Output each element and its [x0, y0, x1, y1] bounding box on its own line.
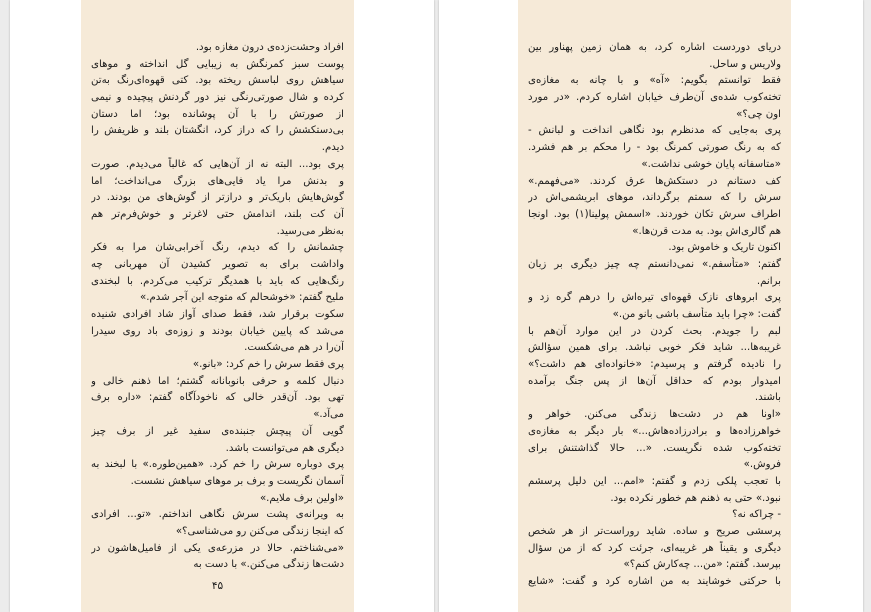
text-line: با حرکتی خوشایند به من اشاره کرد و گفت: «شایع — [528, 576, 781, 587]
page-number: ۴۵ — [211, 580, 224, 592]
text-line: گویی آن پیچش جنبنده‌ی سفید غیر از برف چیز — [91, 425, 344, 437]
text-line: فقط توانستم بگویم: «آه» و با چانه به مغازه‌ی — [528, 75, 781, 87]
text-line: کرده و شال صورتی‌رنگی نیز دور گردنش پیچیده و نیمی — [91, 92, 344, 104]
left-sheet — [10, 0, 434, 612]
text-line: برانم. — [756, 275, 781, 287]
text-line: را نادیده گرفتم و پرسیدم: «خانواده‌ای هم داشت؟» — [528, 359, 781, 371]
text-line: آن‌را در هم می‌شکست. — [244, 342, 344, 354]
text-line: اطراف سرش تکان خوردند. «اسمش پولینا(۱) بود. اونجا — [528, 208, 781, 220]
text-line: اکنون تاریک و خاموش بود. — [668, 242, 781, 254]
text-line: اون چی؟» — [736, 108, 781, 120]
text-line: کف دستانم در دستکش‌ها عرق کردند. «می‌فهمم.» — [528, 175, 781, 187]
text-line: سیاهش روی لباسش ریخته بود. کتی قهوه‌ای‌رنگ به‌تن — [91, 75, 344, 87]
text-line: سرش را که سمتم برگرداند، موهای ابریشمی‌اش در — [528, 192, 781, 204]
text-line: از صورتش را با آن پوشانده بود؛ اما دستان — [91, 108, 344, 120]
text-line: می‌شد که پایین خیابان بودند و زوزه‌ی باد روی سیدرا — [91, 325, 344, 337]
text-line: دنبال کلمه و حرفی بانوبانانه گشتم؛ اما ذهنم خالی و — [91, 375, 344, 387]
left-page-text — [91, 40, 344, 574]
text-line: گفت: «چرا باید متأسف باشی بانو من.» — [612, 309, 781, 320]
text-line: دیدم. — [321, 142, 344, 154]
text-line: رنگ‌هایی که باید با همدیگر ترکیب می‌کردم. با لبخندی — [91, 275, 344, 287]
text-line: واداشت برای به تصویر کشیدن آن مهربانی چه — [91, 258, 344, 270]
text-line: «اولین برف ملایم.» — [259, 492, 344, 504]
text-line: - چراکه نه؟ — [732, 509, 781, 521]
right-page-text — [528, 40, 781, 591]
text-line: آن کت بلند، اندامش حتی لاغرتر و خوش‌فرم‌تر هم — [91, 208, 344, 220]
left-page[interactable] — [81, 0, 354, 612]
text-line: امیدوار بودم که حداقل آن‌ها از پس جنگ برآمده — [528, 375, 781, 387]
text-line: غریبه‌ها... شاید فکر خوبی نباشد. برای همین سؤالش — [528, 342, 781, 354]
text-line: پری بود... البته نه از آن‌هایی که غالباً می‌دیدم. صورت — [91, 158, 344, 170]
text-line: بپرسد. گفتم: «من... چه‌کارش کنم؟» — [623, 559, 781, 571]
text-line: و بدنش مرا یاد فایی‌های بزرگ می‌انداخت؛ اما — [91, 175, 344, 187]
text-line: تخته‌کوب شده‌ی آن‌طرف خیابان اشاره کردم. «در مورد — [528, 92, 781, 104]
text-line: بی‌دستکشش را که دراز کرد، انگشتان بلند و ظریفش را — [91, 125, 344, 137]
text-line: لبم را جویدم. بحث کردن در این موارد آن‌هم با — [528, 325, 781, 337]
text-line: چشمانش را که دیدم، رنگ آخرابی‌شان مرا به فکر — [91, 242, 344, 254]
text-line: پری به‌جایی که مدنظرم بود نگاهی انداخت و لبانش - — [528, 125, 781, 137]
text-line: پوست سبز کمرنگش به زیبایی گل انداخته و موهای — [91, 58, 344, 70]
text-line: تهی بود. آن‌قدر خالی که ناخودآگاه گفتم: «داره برف — [91, 392, 344, 404]
text-line: که اینجا زندگی می‌کنن رو می‌شناسی؟» — [175, 525, 344, 537]
text-line: ملیح گفتم: «خوشحالم که متوجه این آجر شدم.» — [139, 292, 344, 304]
text-line: خواهرزاده‌ها و برادرزاده‌هاش...» بار دیگر به مغازه‌ی — [528, 425, 781, 437]
text-line: افراد وحشت‌زده‌ی درون مغازه بود. — [195, 42, 344, 53]
text-line: پری دوباره سرش را خم کرد. «همین‌طوره.» با لبخند به — [91, 459, 344, 471]
text-line: تخته‌کوب شده نگریست. «... حالا گذاشتنش برای — [528, 442, 781, 454]
text-line: «می‌شناختم. حالا در مزرعه‌ی یکی از فامیل‌هاشون در — [91, 542, 344, 554]
text-line: پری فقط سرش را خم کرد: «بانو.» — [192, 359, 344, 371]
text-line: باشند. — [754, 392, 781, 404]
text-line: که به رنگ صورتی کمرنگ بود - را محکم بر هم فشرد. — [528, 142, 781, 154]
text-line: ولاریس و ساحل. — [709, 58, 781, 70]
text-line: می‌آد.» — [313, 409, 344, 421]
right-sheet — [439, 0, 863, 612]
text-line: دیگری و یقیناً هر غریبه‌ای، جرئت کرد که از من سؤال — [528, 542, 781, 554]
text-line: دریای دوردست اشاره کرد، به همان زمین پهناور بین — [528, 42, 781, 53]
text-line: با تعجب پلکی زدم و گفتم: «امم... این دلیل پرسشم — [528, 475, 781, 487]
text-line: پری ابروهای نازک قهوه‌ای تیره‌اش را درهم گره زد و — [528, 292, 781, 304]
text-line: آسمان نگریست و برف بر موهای سیاهش نشست. — [130, 475, 344, 487]
text-line: دشت‌ها زندگی می‌کنن.» با دست به — [193, 559, 344, 571]
text-line: گفتم: «متأسفم.» نمی‌دانستم چه چیز دیگری بر زبان — [528, 258, 781, 270]
text-line: پرسشی صریح و ساده. شاید روراست‌تر از هر شخص — [528, 525, 781, 537]
text-line: به‌نظر می‌رسید. — [276, 225, 344, 237]
text-line: هم گالری‌اش بود. به مدت قرن‌ها.» — [632, 225, 781, 237]
text-line: دیگری هم می‌توانست باشد. — [225, 442, 344, 454]
right-page[interactable] — [518, 0, 791, 612]
text-line: سکوت برقرار شد، فقط صدای آواز شاد افرادی شنیده — [91, 309, 344, 320]
text-line: گوش‌هایش باریک‌تر و درازتر از گوش‌های من بودند. در — [91, 192, 344, 204]
text-line: نبود.» حتی به ذهنم هم خطور نکرده بود. — [610, 492, 781, 504]
text-line: به ویرانه‌ی پشت سرش نگاهی انداختم. «تو... افرادی — [91, 509, 344, 521]
text-line: «متاسفانه پایان خوشی نداشت.» — [641, 158, 781, 170]
text-line: «اونا هم در دشت‌ها زندگی می‌کنن. خواهر و — [528, 409, 781, 421]
text-line: فروش.» — [743, 459, 781, 471]
